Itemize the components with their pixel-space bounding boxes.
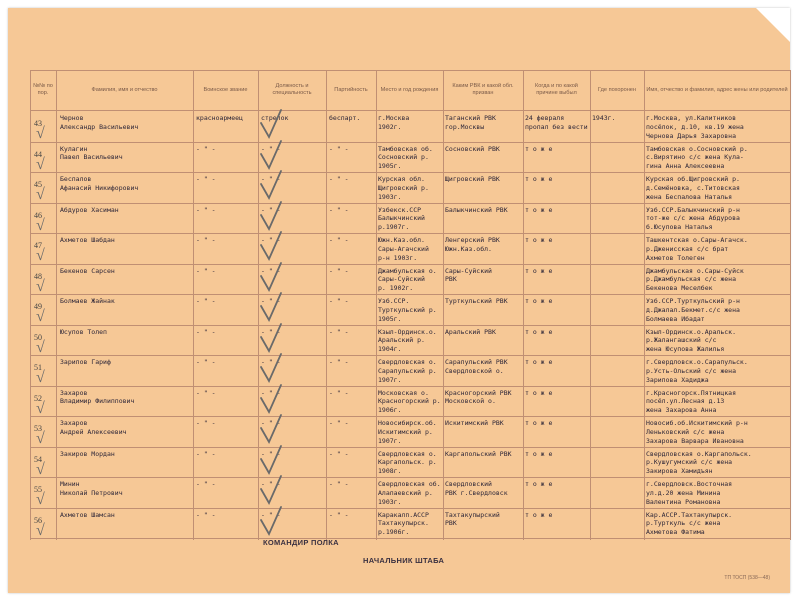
header-burial: Где похоронен xyxy=(597,86,637,93)
cell-post: стрелок xyxy=(261,114,289,122)
pencil-check-mark xyxy=(258,382,284,416)
table-row xyxy=(30,416,790,447)
pencil-tick-mark: √ xyxy=(36,155,45,173)
cell-rank: - " - xyxy=(196,480,216,488)
cell-name: Кулагин Павел Васильевич xyxy=(60,144,123,162)
print-mark: ТП ТОСП (538—48) xyxy=(724,575,770,581)
cell-family: Тамбовская о.Сосновский р. с.Вирятино с/с жена Кула- гина Анна Алексеевна xyxy=(646,144,748,171)
cell-party: - " - xyxy=(329,236,349,244)
cell-burial: 1943г. xyxy=(592,114,616,122)
cell-number: 53 xyxy=(34,424,42,433)
header-number: №№ по пор. xyxy=(33,83,53,96)
cell-number: 51 xyxy=(34,363,42,372)
header-family: Имя, отчество и фамилия, адрес жены или родителей xyxy=(646,86,788,93)
cell-family: г.Свердловск.Восточная ул.д.20 жена Минина Валентина Романовна xyxy=(646,480,733,506)
table-row xyxy=(30,386,790,417)
cell-fate: 24 февраля пропал без вести xyxy=(525,114,588,131)
cell-rank: красноармеец xyxy=(196,114,243,122)
cell-post: - " - xyxy=(261,327,281,336)
header-name: Фамилия, имя и отчество xyxy=(91,86,158,93)
cell-party: - " - xyxy=(329,510,349,519)
cell-name: Юсупов Толеп xyxy=(60,327,107,336)
pencil-tick-mark: √ xyxy=(36,216,45,234)
pencil-check-mark xyxy=(258,199,284,233)
cell-post: - " - xyxy=(261,297,281,305)
cell-number: 54 xyxy=(34,454,42,464)
header-post: Должность и специальность xyxy=(272,83,312,96)
cell-rank: - " - xyxy=(196,388,216,397)
cell-rank: - " - xyxy=(196,510,216,519)
cell-party: - " - xyxy=(329,144,349,153)
pencil-tick-mark: √ xyxy=(36,430,45,447)
header-birthplace: Место и год рождения xyxy=(380,86,439,93)
table-row xyxy=(30,233,790,264)
cell-fate: т о ж е xyxy=(525,480,553,488)
cell-number: 52 xyxy=(34,393,42,403)
pencil-check-mark xyxy=(258,260,284,294)
cell-birthplace: Каракалп.АССР Тахтакупырск. р.1906г. xyxy=(378,510,429,537)
cell-fate: т о ж е xyxy=(525,449,553,458)
cell-rank: - " - xyxy=(196,358,216,366)
cell-birthplace: Новосибирск.об. Искитимский р. 1907г. xyxy=(378,419,437,445)
pencil-check-mark xyxy=(258,351,284,385)
pencil-check-mark xyxy=(258,229,284,263)
cell-draft-office: Искитимский РВК xyxy=(445,419,504,427)
pencil-tick-mark: √ xyxy=(36,460,45,478)
cell-birthplace: Южн.Каз.обл. Сары-Агачский р-н 1903г. xyxy=(378,236,429,262)
cell-party: - " - xyxy=(329,419,349,427)
cell-draft-office: Сосновский РВК xyxy=(445,144,500,153)
pencil-tick-mark: √ xyxy=(36,369,45,386)
cell-name: Ахметов Шабдан xyxy=(60,236,115,244)
cell-draft-office: Таганский РВК гор.Москвы xyxy=(445,114,496,131)
cell-rank: - " - xyxy=(196,449,216,458)
pencil-tick-mark: √ xyxy=(36,521,45,539)
cell-fate: т о ж е xyxy=(525,297,553,305)
cell-draft-office: Тахтакупырский РВК xyxy=(445,510,500,528)
cell-post: - " - xyxy=(261,236,281,244)
cell-rank: - " - xyxy=(196,297,216,305)
column-rule xyxy=(790,70,791,540)
cell-rank: - " - xyxy=(196,236,216,244)
cell-number: 45 xyxy=(34,180,42,189)
cell-post: - " - xyxy=(261,175,281,183)
cell-family: Джамбульская о.Сары-Суйск р.Джамбульская с/с жена Бекенова Меселбек xyxy=(646,266,744,293)
cell-number: 49 xyxy=(34,302,42,311)
table-row xyxy=(30,477,790,508)
cell-post: - " - xyxy=(261,358,281,366)
cell-family: Свердловская о.Каргапольск. р.Кушугумский с/с жена Закирова Хамидъян xyxy=(646,449,752,476)
cell-fate: т о ж е xyxy=(525,175,553,183)
pencil-check-mark xyxy=(258,473,284,507)
cell-number: 46 xyxy=(34,210,42,220)
pencil-tick-mark: √ xyxy=(36,125,45,142)
cell-number: 50 xyxy=(34,332,42,342)
pencil-tick-mark: √ xyxy=(36,277,45,295)
cell-number: 43 xyxy=(34,119,42,128)
cell-draft-office: Свердловский РВК г.Свердловск xyxy=(445,480,508,497)
cell-rank: - " - xyxy=(196,327,216,336)
cell-rank: - " - xyxy=(196,144,216,153)
table-row xyxy=(30,172,790,203)
cell-rank: - " - xyxy=(196,419,216,427)
cell-family: Ташкентская о.Сары-Агачск. р.Дженисская с/с брат Ахметов Толеген xyxy=(646,236,748,262)
pencil-tick-mark: √ xyxy=(36,491,45,508)
cell-post: - " - xyxy=(261,144,281,153)
document-sheet xyxy=(8,8,790,593)
cell-draft-office: Щигровский РВК xyxy=(445,175,500,183)
cell-name: Захаров Владимир Филиппович xyxy=(60,388,135,406)
cell-birthplace: г.Москва 1902г. xyxy=(378,114,410,131)
cell-post: - " - xyxy=(261,480,281,488)
pencil-tick-mark: √ xyxy=(36,308,45,325)
cell-party: - " - xyxy=(329,175,349,183)
cell-fate: т о ж е xyxy=(525,144,553,153)
cell-birthplace: Узб.ССР. Турткульский р. 1905г. xyxy=(378,297,437,323)
cell-draft-office: Ленгерский РВК Южн.Каз.обл. xyxy=(445,236,500,253)
cell-family: Узб.ССР.Турткульский р-н д.Джалал.Бекмет.с/с жена Болмаева Ибадат xyxy=(646,297,740,323)
cell-draft-office: Сары-Суйский РВК xyxy=(445,266,492,284)
cell-draft-office: Красногорский РВК Московской о. xyxy=(445,388,512,406)
cell-birthplace: Узбекск.ССР Балыкчинский р.1907г. xyxy=(378,205,425,232)
cell-family: Кзыл-Ординск.о.Аральск. р.Жалангашский с/с жена Юсупова Жалилья xyxy=(646,327,737,354)
cell-name: Закиров Мордан xyxy=(60,449,115,458)
table-row xyxy=(30,264,790,295)
pencil-check-mark xyxy=(258,138,284,172)
commander-signature-label: КОМАНДИР ПОЛКА xyxy=(263,538,339,547)
cell-name: Бекенов Сарсен xyxy=(60,266,115,275)
cell-number: 48 xyxy=(34,271,42,281)
cell-name: Захаров Андрей Алексеевич xyxy=(60,419,127,436)
cell-party: - " - xyxy=(329,327,349,336)
cell-family: г.Красногорск.Пятницкая посёл.ул.Лесная д.13 жена Захарова Анна xyxy=(646,388,737,415)
torn-corner xyxy=(756,8,790,42)
cell-draft-office: Каргапольский РВК xyxy=(445,449,512,458)
casualty-table xyxy=(30,70,790,540)
table-row xyxy=(30,203,790,234)
cell-fate: т о ж е xyxy=(525,205,553,214)
chief-of-staff-signature-label: НАЧАЛЬНИК ШТАБА xyxy=(363,556,445,565)
cell-party: - " - xyxy=(329,297,349,305)
table-row xyxy=(30,508,790,539)
cell-birthplace: Курская обл. Щигровский р. 1903г. xyxy=(378,175,429,201)
cell-number: 44 xyxy=(34,149,42,159)
cell-birthplace: Джамбульская о. Сары-Суйский р. 1902г. xyxy=(378,266,437,293)
cell-family: г.Москва, ул.Калитников посёлок, д.10, кв.19 жена Чернова Дарья Захаровна xyxy=(646,114,744,140)
cell-family: Узб.ССР.Балыкчинский р-н тот-же с/с жена Абдурова б.Юсупова Наталья xyxy=(646,205,740,232)
cell-fate: т о ж е xyxy=(525,510,553,519)
table-row xyxy=(30,294,790,325)
cell-party: - " - xyxy=(329,358,349,366)
table-top-rule xyxy=(30,70,790,71)
cell-party: - " - xyxy=(329,388,349,397)
cell-rank: - " - xyxy=(196,266,216,275)
pencil-check-mark xyxy=(258,107,284,141)
pencil-check-mark xyxy=(258,443,284,477)
pencil-check-mark xyxy=(258,504,284,538)
table-row xyxy=(30,447,790,478)
row-rule xyxy=(30,538,790,539)
cell-party: - " - xyxy=(329,205,349,214)
cell-fate: т о ж е xyxy=(525,236,553,244)
cell-name: Зарипов Гариф xyxy=(60,358,111,366)
cell-post: - " - xyxy=(261,388,281,397)
pencil-tick-mark: √ xyxy=(36,186,45,203)
cell-draft-office: Балыкчинский РВК xyxy=(445,205,508,214)
cell-birthplace: Тамбовская об. Сосновский р. 1905г. xyxy=(378,144,433,171)
pencil-tick-mark: √ xyxy=(36,399,45,417)
cell-name: Болмаев Жайнак xyxy=(60,297,115,305)
cell-family: г.Свердловск.о.Сарапульск. р.Усть-Ольский с/с жена Зарипова Хадиджа xyxy=(646,358,748,384)
pencil-check-mark xyxy=(258,412,284,446)
cell-name: Ахметов Шамсан xyxy=(60,510,115,519)
cell-name: Чернов Александр Васильевич xyxy=(60,114,139,131)
cell-fate: т о ж е xyxy=(525,266,553,275)
cell-rank: - " - xyxy=(196,175,216,183)
cell-birthplace: Свердловская о. Сарапульский р. 1907г. xyxy=(378,358,437,384)
cell-name: Минин Николай Петрович xyxy=(60,480,123,497)
cell-fate: т о ж е xyxy=(525,358,553,366)
cell-fate: т о ж е xyxy=(525,419,553,427)
cell-birthplace: Свердловская об. Алапаевский р. 1903г. xyxy=(378,480,441,506)
cell-number: 56 xyxy=(34,515,42,525)
table-row xyxy=(30,355,790,386)
header-fate: Когда и по какой причине выбыл xyxy=(535,83,578,96)
pencil-tick-mark: √ xyxy=(36,338,45,356)
cell-post: - " - xyxy=(261,449,281,458)
pencil-tick-mark: √ xyxy=(36,247,45,264)
cell-draft-office: Сарапульский РВК Свердловской о. xyxy=(445,358,508,375)
header-draft-office: Каким РВК и какой обл. призван xyxy=(452,83,514,96)
cell-fate: т о ж е xyxy=(525,327,553,336)
cell-birthplace: Свердловская о. Каргапольск. р. 1908г. xyxy=(378,449,437,476)
pencil-check-mark xyxy=(258,290,284,324)
cell-birthplace: Кзыл-Ординск.о. Аральский р. 1904г. xyxy=(378,327,437,354)
cell-family: Кар.АССР.Тахтакупырск. р.Турткуль с/с жена Ахметова Фатима xyxy=(646,510,733,537)
cell-party: - " - xyxy=(329,480,349,488)
header-party: Партийность xyxy=(334,86,368,93)
cell-party: - " - xyxy=(329,266,349,275)
table-row xyxy=(30,142,790,173)
cell-party: беспарт. xyxy=(329,114,361,122)
cell-name: Абдуров Хасиман xyxy=(60,205,119,214)
pencil-check-mark xyxy=(258,168,284,202)
cell-fate: т о ж е xyxy=(525,388,553,397)
cell-draft-office: Турткульский РВК xyxy=(445,297,508,305)
cell-post: - " - xyxy=(261,510,281,519)
table-row xyxy=(30,325,790,356)
cell-rank: - " - xyxy=(196,205,216,214)
cell-family: Новосиб.об.Искитимский р-н Леньковский с/с жена Захарова Варвара Ивановна xyxy=(646,419,748,445)
table-row xyxy=(30,111,790,142)
cell-number: 47 xyxy=(34,241,42,250)
cell-draft-office: Аральский РВК xyxy=(445,327,496,336)
cell-name: Беспалов Афанасий Никифорович xyxy=(60,175,139,192)
cell-post: - " - xyxy=(261,205,281,214)
header-rank: Воинское звание xyxy=(203,86,248,93)
cell-birthplace: Московская о. Красногорский р. 1906г. xyxy=(378,388,441,415)
cell-post: - " - xyxy=(261,419,281,427)
pencil-check-mark xyxy=(258,321,284,355)
cell-number: 55 xyxy=(34,485,42,494)
cell-family: Курская об.Щигровский р. д.Семёновка, с.Титовская жена Беспалова Наталья xyxy=(646,175,740,201)
cell-post: - " - xyxy=(261,266,281,275)
cell-party: - " - xyxy=(329,449,349,458)
